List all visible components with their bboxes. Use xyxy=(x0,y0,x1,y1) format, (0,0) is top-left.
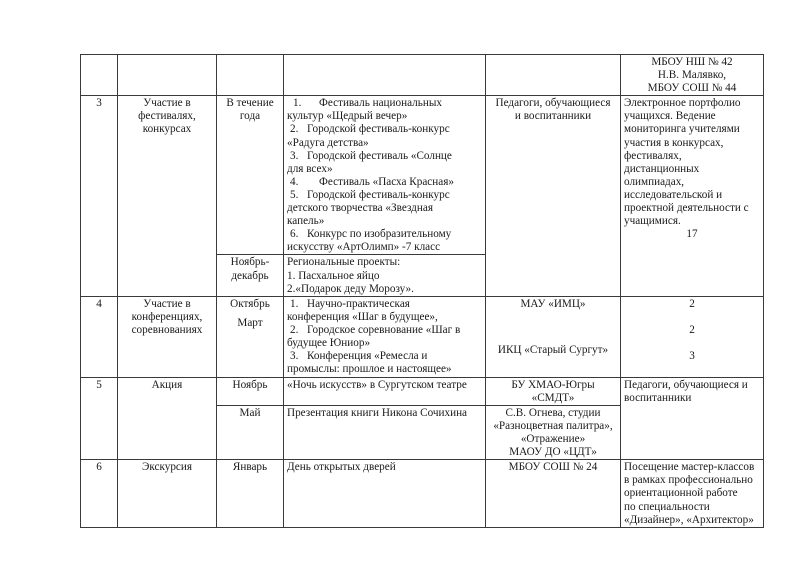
result-line: «Дизайнер», «Архитектор» xyxy=(624,513,754,526)
cell-event: Презентация книги Никона Сочихина xyxy=(284,405,486,459)
name-line: конкурсах xyxy=(142,123,192,136)
cell-name xyxy=(118,55,217,96)
cell-result xyxy=(621,296,764,377)
cell-org: МБОУ СОШ № 24 xyxy=(486,460,621,528)
list-item-cont: капель» xyxy=(287,215,325,228)
cell-period xyxy=(217,296,284,377)
cell-event-list xyxy=(284,96,486,255)
list-item: 6. Конкурс по изобразительному xyxy=(290,228,452,241)
result-line: дистанционных xyxy=(624,162,700,175)
list-item: 1. Научно-практическая xyxy=(290,297,410,310)
cell-period xyxy=(217,96,284,255)
result-line: учащимися. xyxy=(624,215,681,228)
cell-period xyxy=(217,255,284,296)
org-line: МАУ «ИМЦ» xyxy=(520,297,586,310)
cell-org xyxy=(486,296,621,377)
list-item: Региональные проекты: xyxy=(287,256,401,269)
cell-period xyxy=(217,55,284,96)
result-line: Электронное портфолио xyxy=(624,97,741,110)
cell-num: 4 xyxy=(81,296,118,377)
cell-result xyxy=(621,96,764,296)
result-line: участия в конкурсах, xyxy=(624,136,724,149)
name-line: фестивалях, xyxy=(138,110,196,123)
list-item: 1. Фестиваль национальных xyxy=(293,97,442,110)
list-item: 1. Пасхальное яйцо xyxy=(287,269,380,282)
cell-org xyxy=(486,405,621,459)
table-row-6 xyxy=(81,460,764,528)
cell-event: День открытых дверей xyxy=(284,460,486,528)
cell-name xyxy=(118,96,217,296)
list-item-cont: искусству «АртОлимп» -7 класс xyxy=(287,241,441,254)
cell-result xyxy=(621,377,764,460)
cell-participants xyxy=(486,96,621,296)
org-line: ИКЦ «Старый Сургут» xyxy=(497,343,609,356)
result-line: по специальности xyxy=(624,500,710,513)
cell-org xyxy=(486,377,621,405)
name-line: конференциях, xyxy=(131,310,203,323)
events-table xyxy=(80,54,764,528)
name-line: Участие в xyxy=(143,97,191,110)
list-item-cont: промыслы: прошлое и настоящее» xyxy=(287,363,452,376)
result-line: Посещение мастер-классов xyxy=(624,461,755,474)
period-line: декабрь xyxy=(231,269,269,282)
cell-name: Акция xyxy=(118,377,217,460)
list-item: 2. Городское соревнование «Шаг в xyxy=(290,323,461,336)
result-line: олимпиадах, xyxy=(624,175,685,188)
org-line: «Отражение» xyxy=(520,433,586,446)
list-item: 2.«Подарок деду Морозу». xyxy=(287,282,414,295)
list-item-cont: культур «Щедрый вечер» xyxy=(287,110,408,123)
list-item: 3. Конференция «Ремесла и xyxy=(290,350,428,363)
table-row-continuation xyxy=(81,55,764,96)
period-line: Октябрь xyxy=(230,297,270,310)
cell-period: Январь xyxy=(217,460,284,528)
result-count: 17 xyxy=(686,228,698,241)
list-item: 5. Городской фестиваль-конкурс xyxy=(290,188,450,201)
org-line: МБОУ СОШ № 44 xyxy=(647,82,737,95)
org-line: С.В. Огнева, студии xyxy=(505,406,601,419)
cell-name xyxy=(118,296,217,377)
cell-num xyxy=(81,55,118,96)
participants-line: Педагоги, обучающиеся xyxy=(495,97,611,110)
list-item-cont: «Радуга детства» xyxy=(287,136,369,149)
org-line: МАОУ ДО «ЦДТ» xyxy=(509,446,597,459)
list-item-cont: будущее Юниор» xyxy=(287,336,371,349)
spacer xyxy=(489,311,617,324)
org-line: МБОУ НШ № 42 xyxy=(651,56,733,68)
cell-event xyxy=(284,55,486,96)
result-line: учащихся. Ведение xyxy=(624,110,716,123)
table-row-3 xyxy=(81,96,764,255)
name-line: Участие в xyxy=(143,297,191,310)
cell-period: Ноябрь xyxy=(217,377,284,405)
count-value: 2 xyxy=(689,323,695,336)
cell-event-list xyxy=(284,296,486,377)
list-item: 3. Городской фестиваль «Солнце xyxy=(290,149,452,162)
result-line: ориентационной работе xyxy=(624,487,738,500)
period-line: В течение xyxy=(226,97,274,110)
list-item: 4. Фестиваль «Пасха Красная» xyxy=(290,175,454,188)
spacer xyxy=(489,324,617,337)
cell-num: 3 xyxy=(81,96,118,296)
cell-period: Май xyxy=(217,405,284,459)
list-item-cont: детского творчества «Звездная xyxy=(287,202,433,215)
result-line: проектной деятельности с xyxy=(624,202,749,215)
result-line: фестивалях, xyxy=(624,149,682,162)
list-item-cont: конференция «Шаг в будущее», xyxy=(287,310,438,323)
count-value: 2 xyxy=(689,297,695,310)
org-line: Н.В. Малявко, xyxy=(657,69,727,82)
table-row-4 xyxy=(81,296,764,377)
cell-num: 6 xyxy=(81,460,118,528)
cell-result xyxy=(621,55,764,96)
participants-line: и воспитанники xyxy=(514,110,592,123)
org-line: БУ ХМАО-Югры xyxy=(511,378,595,391)
period-line: Март xyxy=(237,316,263,329)
cell-result xyxy=(621,460,764,528)
org-line: «СМДТ» xyxy=(531,391,575,404)
result-line: в рамках профессионально xyxy=(624,474,753,487)
cell-event: «Ночь искусств» в Сургутском театре xyxy=(284,377,486,405)
cell-event-list xyxy=(284,255,486,296)
cell-name: Экскурсия xyxy=(118,460,217,528)
result-line: исследовательской и xyxy=(624,188,723,201)
list-item: 2. Городской фестиваль-конкурс xyxy=(290,123,450,136)
count-value: 3 xyxy=(689,349,695,362)
result-line: мониторинга учителями xyxy=(624,123,740,136)
period-line: Ноябрь- xyxy=(230,256,270,269)
result-line: воспитанники xyxy=(624,391,692,404)
table-row-5 xyxy=(81,377,764,405)
list-item-cont: для всех» xyxy=(287,162,333,175)
org-line: «Разноцветная палитра», xyxy=(493,419,613,432)
period-line: года xyxy=(239,110,261,123)
cell-org xyxy=(486,55,621,96)
cell-num: 5 xyxy=(81,377,118,460)
result-line: Педагоги, обучающиеся и xyxy=(624,378,748,391)
name-line: соревнованиях xyxy=(131,323,203,336)
